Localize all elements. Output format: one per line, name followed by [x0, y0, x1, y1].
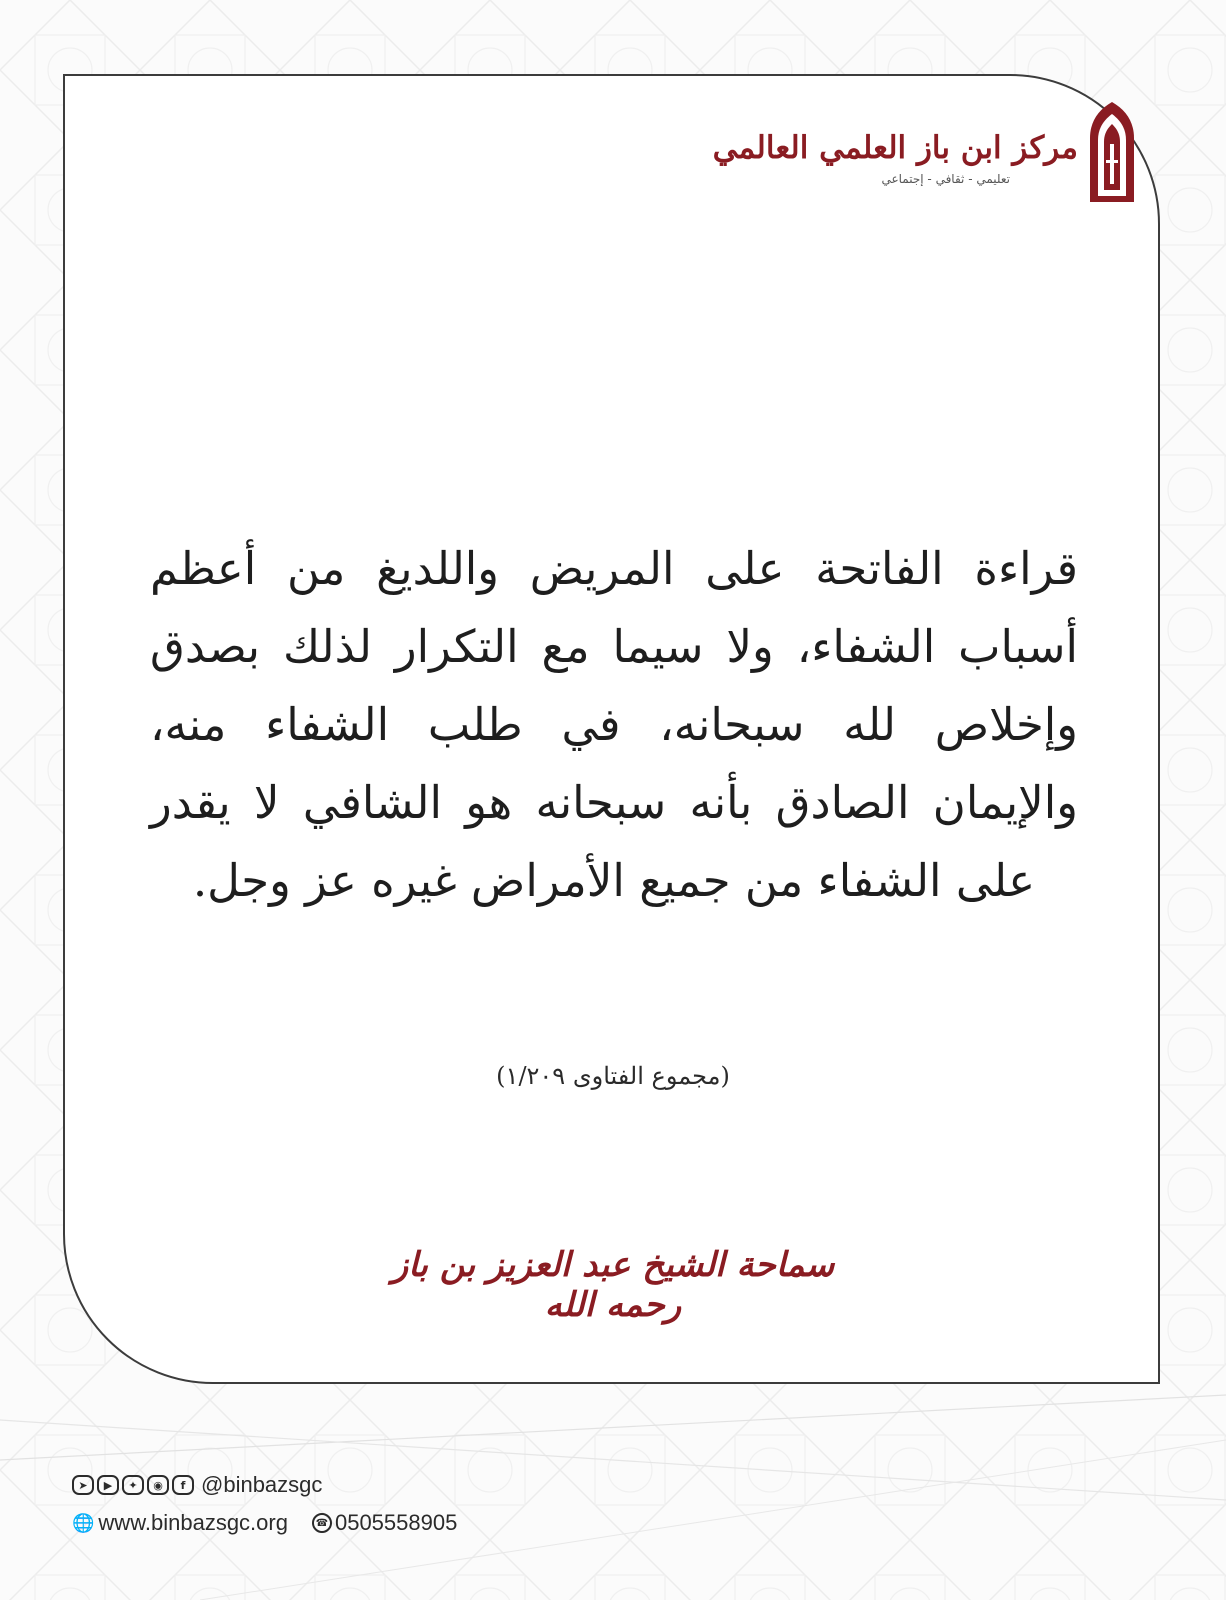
website-link[interactable]: www.binbazsgc.org: [98, 1510, 288, 1535]
youtube-icon[interactable]: ▶: [97, 1475, 119, 1495]
social-row: [72, 1470, 572, 1500]
fatwa-text: قراءة الفاتحة على المريض واللديغ من أعظم أسباب الشفاء، ولا سيما مع التكرار لذلك بصدق وإخلاص لله سبحانه، في طلب الشفاء منه، والإيمان الصادق بأنه سبحانه هو الشافي لا يقدر على الشفاء من جميع الأمراض غيره عز وجل.: [150, 542, 1078, 907]
mosque-emblem-icon: [1086, 100, 1138, 204]
logo-text: [713, 100, 1078, 186]
globe-icon: 🌐: [72, 1512, 95, 1534]
logo-title: مركز ابن باز العلمي العالمي: [712, 130, 1078, 166]
telegram-icon[interactable]: ➤: [72, 1475, 94, 1495]
social-handle[interactable]: @binbazsgc: [201, 1472, 323, 1497]
contact-row: [72, 1508, 572, 1538]
logo-subtitle: تعليمي - ثقافي - إجتماعي: [881, 172, 1010, 186]
center-logo: [713, 100, 1138, 204]
citation: (مجموع الفتاوى ١/٢٠٩): [496, 1062, 730, 1090]
instagram-icon[interactable]: ◉: [147, 1475, 169, 1495]
twitter-icon[interactable]: ✦: [122, 1475, 144, 1495]
footer: [72, 1470, 572, 1546]
phone-number[interactable]: 0505558905: [334, 1510, 458, 1535]
whatsapp-icon: ☎: [312, 1513, 332, 1533]
facebook-icon[interactable]: f: [172, 1475, 194, 1495]
signature: سماحة الشيخ عبد العزيز بن باز رحمه الله: [391, 1245, 835, 1325]
